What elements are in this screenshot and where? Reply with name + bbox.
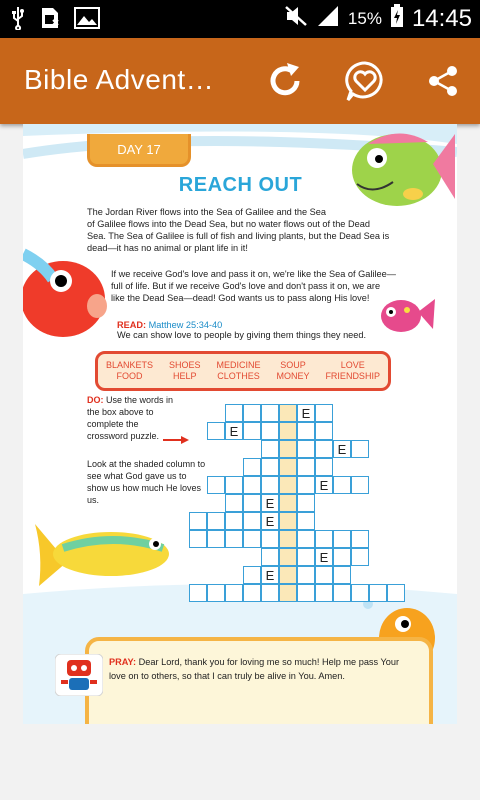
crossword-cell[interactable]	[315, 404, 333, 422]
image-icon	[74, 7, 100, 34]
intro-paragraph	[87, 206, 417, 254]
crossword-cell[interactable]	[225, 404, 243, 422]
crossword-cell[interactable]	[279, 566, 297, 584]
crossword-cell[interactable]	[279, 584, 297, 602]
crossword-cell[interactable]	[189, 584, 207, 602]
word-bank	[95, 351, 391, 391]
word-group	[276, 360, 309, 382]
crossword-cell[interactable]	[189, 530, 207, 548]
app-bar	[0, 38, 480, 124]
robot-icon	[55, 654, 103, 696]
crossword-cell[interactable]	[243, 512, 261, 530]
crossword-cell[interactable]	[207, 422, 225, 440]
crossword-cell[interactable]	[279, 422, 297, 440]
favorite-icon	[343, 59, 387, 103]
crossword-cell[interactable]	[351, 476, 369, 494]
word: MEDICINE	[216, 360, 261, 370]
pray-body: Dear Lord, thank you for loving me so much! Help me pass Your love on to others, so that I can truly be alive in You. Amen.	[109, 657, 400, 681]
crossword-cell[interactable]	[351, 584, 369, 602]
pray-label: PRAY:	[109, 657, 137, 667]
crossword-cell[interactable]	[225, 512, 243, 530]
crossword-cell[interactable]	[261, 422, 279, 440]
crossword-cell[interactable]	[315, 422, 333, 440]
crossword-cell[interactable]	[297, 494, 315, 512]
status-bar	[0, 0, 480, 38]
crossword-cell[interactable]	[333, 476, 351, 494]
crossword-cell[interactable]	[333, 566, 351, 584]
app-title: Bible Advent…	[24, 64, 215, 95]
crossword-cell[interactable]	[279, 404, 297, 422]
crossword-cell[interactable]	[279, 548, 297, 566]
crossword-cell[interactable]: E	[315, 476, 333, 494]
word: SHOES	[168, 360, 201, 370]
crossword-cell[interactable]	[387, 584, 405, 602]
crossword-cell[interactable]	[261, 458, 279, 476]
crossword-cell[interactable]	[297, 566, 315, 584]
crossword-cell[interactable]	[279, 512, 297, 530]
crossword-cell[interactable]	[207, 584, 225, 602]
arrow-icon	[163, 436, 189, 444]
crossword-cell[interactable]	[207, 476, 225, 494]
crossword-cell[interactable]	[279, 530, 297, 548]
clock: 14:45	[411, 4, 472, 32]
crossword-cell[interactable]	[279, 458, 297, 476]
word-group	[169, 360, 201, 382]
crossword-cell[interactable]: E	[261, 494, 279, 512]
word-group	[106, 360, 153, 382]
word: SOUP	[280, 360, 306, 370]
intro-line: of Galilee flows into the Dead Sea, but no water flows out of the Dead	[87, 219, 370, 229]
word-group	[325, 360, 380, 382]
crossword-cell[interactable]	[297, 548, 315, 566]
read-note: We can show love to people by giving them things they need.	[117, 330, 367, 340]
crossword-cell[interactable]	[243, 494, 261, 512]
crossword-cell[interactable]	[207, 530, 225, 548]
word: CLOTHES	[217, 371, 260, 381]
read-label: READ:	[117, 320, 147, 330]
intro-line: The Jordan River flows into the Sea of Galilee and the Sea	[87, 207, 327, 217]
word: BLANKETS	[105, 360, 154, 370]
usb-icon	[10, 6, 26, 35]
do-instructions	[87, 394, 177, 442]
crossword-cell[interactable]	[225, 530, 243, 548]
crossword-cell[interactable]: E	[261, 566, 279, 584]
shaded-column-instructions: Look at the shaded column to see what God gave us to show us how much He loves us.	[87, 459, 206, 505]
word: FRIENDSHIP	[325, 371, 380, 381]
word-group	[216, 360, 260, 382]
battery-icon	[390, 4, 404, 33]
word: LOVE	[340, 360, 365, 370]
crossword-cell[interactable]: E	[333, 440, 351, 458]
crossword-cell[interactable]	[261, 530, 279, 548]
refresh-icon	[263, 59, 307, 103]
do-label: DO:	[87, 395, 104, 405]
crossword-cell[interactable]	[297, 422, 315, 440]
crossword-cell[interactable]	[297, 476, 315, 494]
word: MONEY	[276, 371, 310, 381]
crossword-cell[interactable]	[261, 440, 279, 458]
crossword-cell[interactable]	[261, 548, 279, 566]
crossword-cell[interactable]	[243, 422, 261, 440]
crossword-cell[interactable]	[333, 584, 351, 602]
crossword-cell[interactable]: E	[261, 512, 279, 530]
crossword-cell[interactable]	[189, 512, 207, 530]
love-paragraph	[111, 268, 411, 304]
crossword-cell[interactable]	[261, 584, 279, 602]
crossword-cell[interactable]	[225, 476, 243, 494]
crossword-cell[interactable]	[243, 458, 261, 476]
word: FOOD	[116, 371, 143, 381]
crossword-cell[interactable]	[297, 440, 315, 458]
crossword-cell[interactable]	[351, 548, 369, 566]
crossword-cell[interactable]: E	[315, 548, 333, 566]
refresh-button[interactable]	[262, 58, 308, 104]
word: HELP	[172, 371, 197, 381]
crossword-cell[interactable]	[279, 494, 297, 512]
crossword-cell[interactable]	[297, 530, 315, 548]
crossword-cell[interactable]	[315, 440, 333, 458]
mute-icon	[284, 5, 308, 32]
do-text: Use the words in the box above to complete the crossword puzzle.	[87, 395, 174, 441]
crossword-cell[interactable]	[351, 530, 369, 548]
lesson-title: REACH OUT	[178, 174, 303, 196]
crossword-cell[interactable]	[351, 440, 369, 458]
prayer-text	[109, 655, 409, 683]
crossword-cell[interactable]	[243, 530, 261, 548]
crossword-cell[interactable]: E	[297, 404, 315, 422]
crossword-cell[interactable]	[243, 476, 261, 494]
crossword-cell[interactable]	[369, 584, 387, 602]
crossword-cell[interactable]	[225, 494, 243, 512]
crossword-cell[interactable]	[279, 440, 297, 458]
love-line: full of life. But if we receive God's love and don't pass it on, we are	[111, 281, 381, 291]
crossword-cell[interactable]	[315, 458, 333, 476]
battery-percent: 15%	[347, 8, 382, 28]
crossword-cell[interactable]	[261, 476, 279, 494]
favorite-button[interactable]	[342, 58, 388, 104]
crossword-cell[interactable]	[243, 404, 261, 422]
read-reference: Matthew 25:34-40	[148, 320, 223, 330]
read-section	[117, 320, 366, 340]
love-line: like the Dead Sea—dead! God wants us to pass along His love!	[111, 293, 370, 303]
crossword-cell[interactable]	[315, 530, 333, 548]
crossword-cell[interactable]	[261, 404, 279, 422]
crossword-cell[interactable]	[207, 512, 225, 530]
crossword-cell[interactable]	[243, 584, 261, 602]
crossword-cell[interactable]	[297, 512, 315, 530]
crossword-cell[interactable]	[333, 530, 351, 548]
love-line: If we receive God's love and pass it on, we're like the Sea of Galilee—	[111, 269, 396, 279]
intro-line: dead—it has no animal or plant life in it!	[87, 243, 248, 253]
sim-icon	[40, 6, 60, 35]
signal-icon	[316, 5, 340, 32]
day-tab: DAY 17	[87, 134, 191, 167]
crossword-cell[interactable]	[297, 458, 315, 476]
crossword-cell[interactable]	[315, 566, 333, 584]
crossword-cell[interactable]	[225, 584, 243, 602]
crossword-cell[interactable]	[333, 548, 351, 566]
crossword-cell[interactable]: E	[225, 422, 243, 440]
bottom-area	[0, 724, 480, 800]
crossword-cell[interactable]	[297, 584, 315, 602]
share-button[interactable]	[420, 58, 466, 104]
share-icon	[425, 63, 461, 99]
crossword-cell[interactable]	[243, 566, 261, 584]
lesson-page[interactable]	[23, 124, 457, 724]
crossword-cell[interactable]	[315, 584, 333, 602]
crossword-cell[interactable]	[279, 476, 297, 494]
intro-line: Sea. The Sea of Galilee is full of fish and living plants, but the Dead Sea is	[87, 231, 390, 241]
